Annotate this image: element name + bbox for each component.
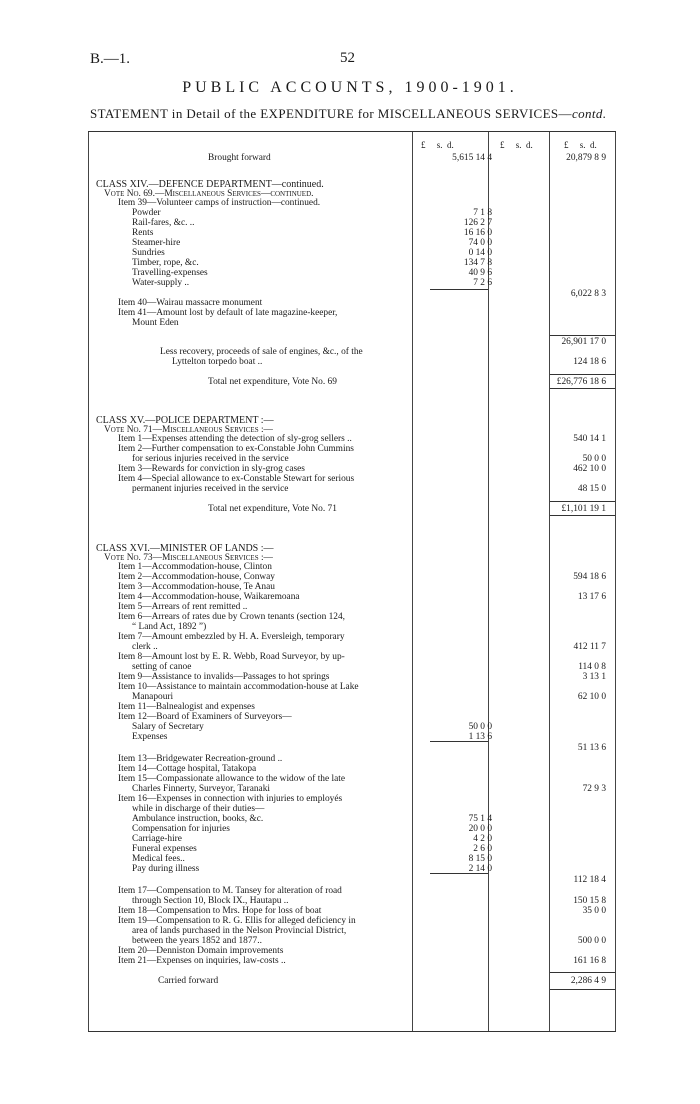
col2-head: £ s. d. (500, 140, 533, 150)
table-row (88, 347, 616, 357)
col1-head: £ s. d. (421, 140, 454, 150)
table-row (88, 692, 616, 702)
table-row (88, 357, 616, 367)
table-row (88, 662, 616, 672)
row-label: Powder (132, 208, 161, 218)
row-label: Carriage-hire (132, 834, 182, 844)
table-row (88, 612, 616, 622)
table-row (88, 936, 616, 946)
table-row (88, 722, 616, 732)
rule-line (430, 741, 488, 742)
row-label: permanent injuries received in the service (132, 484, 289, 494)
row-label: Expenses (132, 732, 168, 742)
amount-col2: 1 13 6 (468, 732, 492, 742)
row-label: Item 7—Amount embezzled by H. A. Eversleigh, temporary (118, 632, 345, 642)
row-label: Item 3—Accommodation-house, Te Anau (118, 582, 275, 592)
row-label: Vote No. 73—Miscellaneous Services :— (104, 553, 273, 563)
table-row (88, 268, 616, 278)
row-label: Mount Eden (132, 318, 179, 328)
row-label: CLASS XIV.—DEFENCE DEPARTMENT—continued. (96, 179, 324, 190)
page-ref: B.—1. (90, 51, 131, 67)
table-row (88, 794, 616, 804)
row-label: Item 19—Compensation to R. G. Ellis for alleged deficiency in (118, 916, 356, 926)
rule-line (550, 501, 615, 502)
table-row (88, 248, 616, 258)
table-row (88, 278, 616, 288)
rule-line (550, 515, 615, 516)
amount-col3: 72 9 3 (582, 784, 606, 794)
amount-col3: 2,286 4 9 (570, 976, 606, 986)
row-label: Item 8—Amount lost by E. R. Webb, Road Surveyor, by up- (118, 652, 345, 662)
row-label: Vote No. 69.—Miscellaneous Services—continued. (104, 189, 314, 199)
table-row (88, 153, 616, 163)
row-label: Item 3—Rewards for conviction in sly-grog cases (118, 464, 305, 474)
table-row (88, 774, 616, 784)
table-row (88, 642, 616, 652)
table-row (88, 712, 616, 722)
table-row (88, 602, 616, 612)
row-label: Funeral expenses (132, 844, 197, 854)
table-row (88, 582, 616, 592)
table-row (88, 854, 616, 864)
row-label: Charles Finnerty, Surveyor, Taranaki (132, 784, 270, 794)
row-label: Medical fees.. (132, 854, 185, 864)
amount-col3: 150 15 8 (573, 896, 606, 906)
table-row (88, 864, 616, 874)
amount-col3: 161 16 8 (573, 956, 606, 966)
row-label: Item 11—Balnealogist and expenses (118, 702, 255, 712)
row-label: Total net expenditure, Vote No. 69 (208, 377, 337, 387)
row-label: Water-supply .. (132, 278, 190, 288)
row-label: Item 2—Further compensation to ex-Constable John Cummins (118, 444, 354, 454)
row-label: Pay during illness (132, 864, 200, 874)
row-label: Manapouri (132, 692, 174, 702)
table-row (88, 702, 616, 712)
row-label: Item 6—Arrears of rates due by Crown tenants (section 124, (118, 612, 346, 622)
table-row (88, 632, 616, 642)
amount-col3: 500 0 0 (577, 936, 606, 946)
table-row (88, 434, 616, 444)
amount-col3: 51 13 6 (577, 743, 606, 753)
table-row (88, 754, 616, 764)
table-row (88, 926, 616, 936)
table-row (88, 916, 616, 926)
row-label: Salary of Secretary (132, 722, 204, 732)
amount-col3: 20,879 8 9 (566, 153, 606, 163)
table-row (88, 896, 616, 906)
subtitle-main: STATEMENT in Detail of the EXPENDITURE for MISCELLANEOUS SERVICES— (90, 106, 572, 121)
amount-col2: 126 2 7 (463, 218, 492, 228)
amount-col2: 75 1 4 (468, 814, 492, 824)
row-label: Brought forward (208, 153, 271, 163)
row-label: CLASS XVI.—MINISTER OF LANDS :— (96, 543, 274, 554)
table-row (88, 956, 616, 966)
row-label: for serious injuries received in the service (132, 454, 289, 464)
amount-col2: 2 14 0 (468, 864, 492, 874)
amount-col2: 5,615 14 4 (452, 153, 492, 163)
amount-col3: 48 15 0 (577, 484, 606, 494)
row-label: Item 14—Cottage hospital, Tatakopa (118, 764, 257, 774)
row-label: Item 20—Denniston Domain improvements (118, 946, 284, 956)
row-label: Rents (132, 228, 154, 238)
row-label: Item 40—Wairau massacre monument (118, 298, 263, 308)
row-label: Item 10—Assistance to maintain accommodation-house at Lake (118, 682, 359, 692)
row-label: Item 16—Expenses in connection with injuries to employés (118, 794, 343, 804)
table-row (88, 377, 616, 387)
rule-line (430, 873, 488, 874)
table-row (88, 886, 616, 896)
rule-line (550, 972, 615, 973)
amount-col3: 594 18 6 (573, 572, 606, 582)
row-label: clerk .. (132, 642, 158, 652)
row-label: Steamer-hire (132, 238, 181, 248)
row-label: Sundries (132, 248, 165, 258)
amount-col3: 124 18 6 (573, 357, 606, 367)
amount-col2: 7 1 8 (473, 208, 492, 218)
table-row (88, 622, 616, 632)
table-row (88, 208, 616, 218)
rule-line (430, 289, 488, 290)
table-row (88, 906, 616, 916)
row-label: Compensation for injuries (132, 824, 230, 834)
amount-col3: 35 0 0 (582, 906, 606, 916)
amount-col3: 540 14 1 (573, 434, 606, 444)
row-label: “ Land Act, 1892 ”) (132, 622, 207, 632)
statement-subtitle (90, 106, 607, 122)
row-label: Item 17—Compensation to M. Tansey for alteration of road (118, 886, 342, 896)
amount-col2: 134 7 8 (463, 258, 492, 268)
amount-col3: 3 13 1 (582, 672, 606, 682)
row-label: Item 12—Board of Examiners of Surveyors— (118, 712, 292, 722)
amount-col2: 20 0 0 (468, 824, 492, 834)
table-row (88, 218, 616, 228)
rule-line (550, 388, 615, 389)
row-label: Item 13—Bridgewater Recreation-ground .. (118, 754, 283, 764)
row-label: Vote No. 71—Miscellaneous Services :— (104, 425, 273, 435)
table-row (88, 308, 616, 318)
row-label: through Section 10, Block IX., Hautapu .. (132, 896, 289, 906)
amount-col2: 2 6 0 (473, 844, 492, 854)
expenditure-table (88, 131, 616, 1032)
page-number: 52 (340, 50, 355, 66)
row-label: Item 1—Accommodation-house, Clinton (118, 562, 272, 572)
amount-col3: 62 10 0 (577, 692, 606, 702)
amount-col3: 114 0 8 (578, 662, 606, 672)
amount-col3: 462 10 0 (573, 464, 606, 474)
table-row (88, 804, 616, 814)
row-label: Item 21—Expenses on inquiries, law-costs .. (118, 956, 286, 966)
row-label: setting of canoe (132, 662, 192, 672)
row-label: Lyttelton torpedo boat .. (172, 357, 263, 367)
amount-col2: 8 15 0 (468, 854, 492, 864)
table-row (88, 444, 616, 454)
table-row (88, 238, 616, 248)
table-row (88, 592, 616, 602)
table-row (88, 572, 616, 582)
table-row (88, 464, 616, 474)
row-label: Carried forward (158, 976, 219, 986)
amount-col3: 112 18 4 (573, 875, 606, 885)
rule-line (550, 335, 615, 336)
amount-col3: 26,901 17 0 (561, 337, 606, 347)
table-row (88, 652, 616, 662)
amount-col2: 40 9 6 (468, 268, 492, 278)
table-row (88, 337, 616, 347)
row-label: Rail-fares, &c. .. (132, 218, 195, 228)
table-row (88, 743, 616, 753)
table-row (88, 875, 616, 885)
table-row (88, 946, 616, 956)
table-row (88, 258, 616, 268)
row-label: Item 1—Expenses attending the detection of sly-grog sellers .. (118, 434, 352, 444)
amount-col3: 13 17 6 (577, 592, 606, 602)
table-row (88, 198, 616, 208)
row-label: while in discharge of their duties— (132, 804, 265, 814)
amount-col3: £1,101 19 1 (561, 504, 606, 514)
row-label: Item 2—Accommodation-house, Conway (118, 572, 275, 582)
table-row (88, 976, 616, 986)
row-label: Item 9—Assistance to invalids—Passages to hot springs (118, 672, 330, 682)
row-label: Less recovery, proceeds of sale of engines, &c., of the (160, 347, 363, 357)
row-label: Travelling-expenses (132, 268, 208, 278)
row-label: Item 41—Amount lost by default of late magazine-keeper, (118, 308, 338, 318)
table-row (88, 318, 616, 328)
table-row (88, 298, 616, 308)
amount-col3: £26,776 18 6 (556, 377, 606, 387)
rule-line (550, 989, 615, 990)
row-label: Item 4—Special allowance to ex-Constable Stewart for serious (118, 474, 355, 484)
table-row (88, 682, 616, 692)
rule-line (550, 374, 615, 375)
amount-col3: 6,022 8 3 (570, 289, 606, 299)
table-row (88, 814, 616, 824)
table-row (88, 824, 616, 834)
row-label: Item 39—Volunteer camps of instruction—continued. (118, 198, 321, 208)
row-label: Item 18—Compensation to Mrs. Hope for loss of boat (118, 906, 322, 916)
table-row (88, 732, 616, 742)
col3-head: £ s. d. (564, 140, 597, 150)
row-label: Item 4—Accommodation-house, Waikaremoana (118, 592, 300, 602)
row-label: Item 5—Arrears of rent remitted .. (118, 602, 248, 612)
amount-col2: 50 0 0 (468, 722, 492, 732)
amount-col2: 4 2 0 (473, 834, 492, 844)
row-label: Item 15—Compassionate allowance to the widow of the late (118, 774, 346, 784)
row-label: area of lands purchased in the Nelson Provincial District, (132, 926, 347, 936)
amount-col2: 16 16 0 (463, 228, 492, 238)
table-row (88, 504, 616, 514)
table-row (88, 672, 616, 682)
row-label: CLASS XV.—POLICE DEPARTMENT :— (96, 415, 274, 426)
table-row (88, 454, 616, 464)
table-row (88, 228, 616, 238)
table-row (88, 844, 616, 854)
table-row (88, 784, 616, 794)
row-label: between the years 1852 and 1877.. (132, 936, 262, 946)
amount-col2: 0 14 0 (468, 248, 492, 258)
row-label: Ambulance instruction, books, &c. (132, 814, 264, 824)
row-label: Total net expenditure, Vote No. 71 (208, 504, 337, 514)
table-row (88, 484, 616, 494)
page-title: PUBLIC ACCOUNTS, 1900-1901. (182, 79, 518, 96)
row-label: Timber, rope, &c. (132, 258, 199, 268)
table-row (88, 562, 616, 572)
amount-col2: 74 0 0 (468, 238, 492, 248)
table-row (88, 764, 616, 774)
table-row (88, 474, 616, 484)
table-row (88, 834, 616, 844)
amount-col2: 7 2 6 (473, 278, 492, 288)
amount-col3: 50 0 0 (582, 454, 606, 464)
subtitle-contd: contd. (571, 106, 607, 121)
amount-col3: 412 11 7 (573, 642, 606, 652)
